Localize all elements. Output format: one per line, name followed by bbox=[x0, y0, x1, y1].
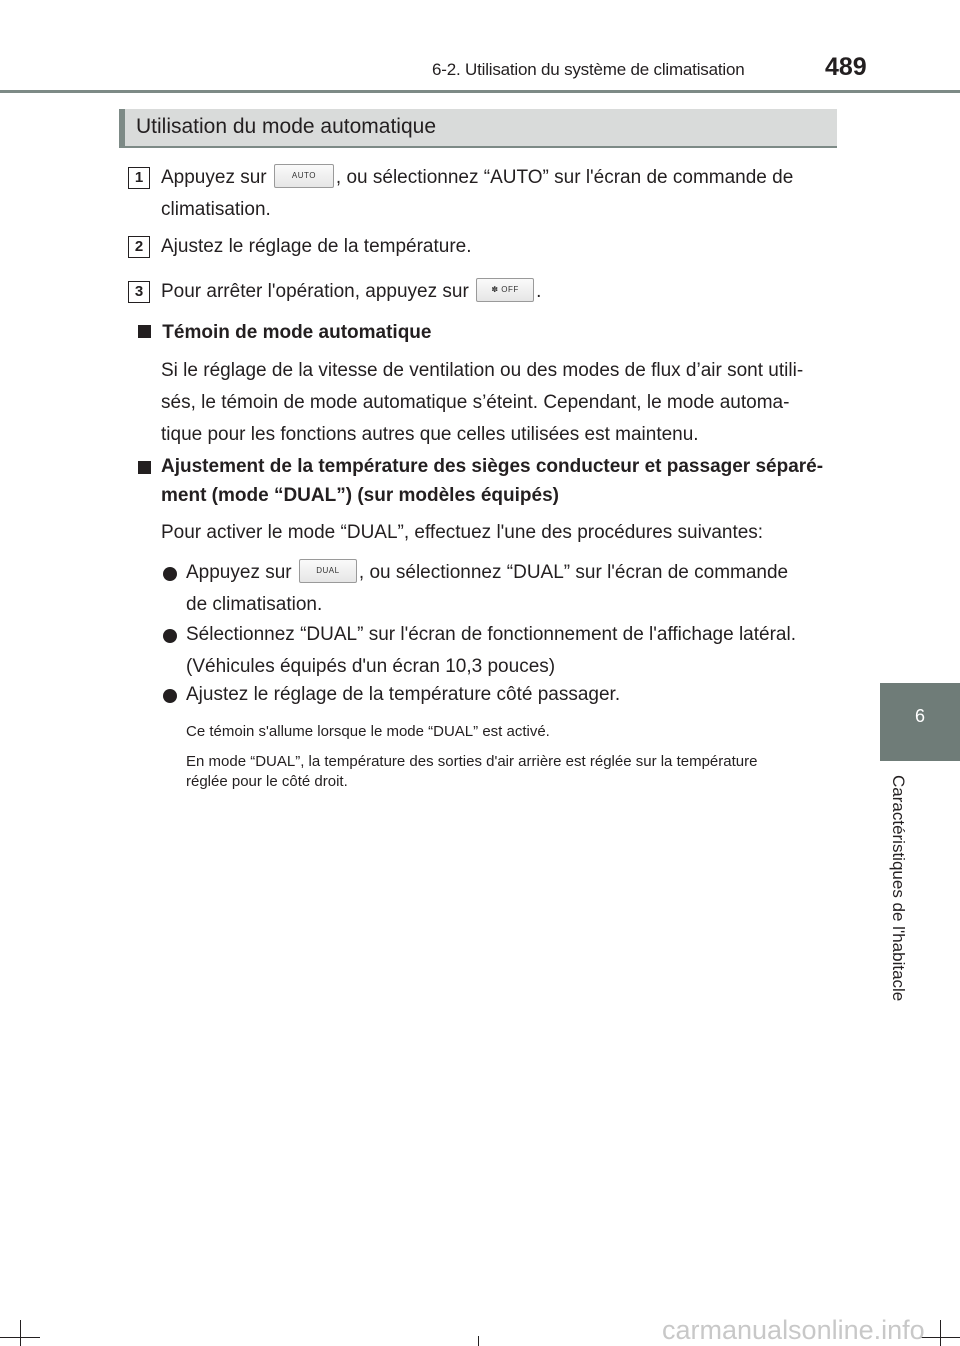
bullet-dot bbox=[163, 629, 177, 643]
square-bullet-icon bbox=[138, 461, 151, 474]
auto-indicator-heading-text: Témoin de mode automatique bbox=[162, 322, 432, 343]
dual-bullet-1-before: Appuyez sur bbox=[186, 562, 292, 583]
crop-mark bbox=[478, 1336, 479, 1346]
dual-bullet-2 bbox=[186, 619, 831, 683]
auto-indicator-line-3: tique pour les fonctions autres que celles utilisées est maintenu. bbox=[161, 424, 699, 445]
bullet-dot bbox=[163, 567, 177, 581]
step-number-2: 2 bbox=[128, 236, 150, 258]
step-1-text-line2: climatisation. bbox=[161, 199, 271, 220]
running-header: 6-2. Utilisation du système de climatisation bbox=[432, 60, 745, 79]
auto-indicator-line-2: sés, le témoin de mode automatique s’éteint. Cependant, le mode automa- bbox=[161, 392, 790, 413]
header-rule bbox=[0, 90, 960, 93]
dual-heading-line-2: ment (mode “DUAL”) (sur modèles équipés) bbox=[161, 485, 559, 506]
off-button-label: OFF bbox=[501, 284, 519, 294]
dual-heading bbox=[161, 452, 829, 510]
note-rear-temperature-line1: En mode “DUAL”, la température des sorties d'air arrière est réglée sur la température bbox=[186, 753, 758, 770]
section-title-underline bbox=[119, 146, 837, 148]
step-number-3: 3 bbox=[128, 281, 150, 303]
step-3-text-after: . bbox=[536, 281, 542, 302]
auto-indicator-line-1: Si le réglage de la vitesse de ventilation ou des modes de flux d’air sont utili- bbox=[161, 360, 804, 381]
crop-mark bbox=[940, 1320, 941, 1346]
step-3-text bbox=[161, 276, 541, 308]
step-1-text bbox=[161, 162, 831, 226]
auto-indicator-paragraph bbox=[161, 355, 829, 451]
page-number: 489 bbox=[825, 53, 867, 81]
off-button-icon bbox=[476, 278, 534, 302]
bullet-dot bbox=[163, 689, 177, 703]
auto-button-icon: AUTO bbox=[274, 164, 334, 188]
section-title-accent bbox=[119, 109, 125, 146]
dual-bullet-3: Ajustez le réglage de la température côté passager. bbox=[186, 684, 621, 705]
fan-icon: ✽ bbox=[491, 284, 499, 294]
note-rear-temperature bbox=[186, 752, 831, 792]
dual-bullet-2-line1: Sélectionnez “DUAL” sur l'écran de fonctionnement de l'affichage latéral. bbox=[186, 624, 796, 645]
dual-bullet-1 bbox=[186, 557, 831, 621]
dual-bullet-1-after: , ou sélectionnez “DUAL” sur l'écran de commande bbox=[358, 562, 789, 583]
watermark: carmanualsonline.info bbox=[662, 1315, 925, 1345]
dual-intro: Pour activer le mode “DUAL”, effectuez l'une des procédures suivantes: bbox=[161, 522, 764, 543]
step-1-text-before: Appuyez sur bbox=[161, 167, 267, 188]
dual-button-icon: DUAL bbox=[299, 559, 357, 583]
dual-bullet-2-line2: (Véhicules équipés d'un écran 10,3 pouces) bbox=[186, 656, 556, 677]
square-bullet-icon bbox=[138, 325, 151, 338]
step-number-1: 1 bbox=[128, 167, 150, 189]
section-title: Utilisation du mode automatique bbox=[136, 115, 437, 138]
note-dual-indicator: Ce témoin s'allume lorsque le mode “DUAL” est activé. bbox=[186, 723, 550, 740]
step-2-text: Ajustez le réglage de la température. bbox=[161, 236, 472, 257]
dual-heading-line-1: Ajustement de la température des sièges conducteur et passager séparé- bbox=[161, 456, 824, 477]
dual-bullet-1-line2: de climatisation. bbox=[186, 594, 323, 615]
auto-indicator-heading bbox=[138, 318, 431, 347]
chapter-number: 6 bbox=[914, 706, 925, 726]
step-3-text-before: Pour arrêter l'opération, appuyez sur bbox=[161, 281, 469, 302]
note-rear-temperature-line2: réglée pour le côté droit. bbox=[186, 773, 348, 790]
crop-mark bbox=[20, 1320, 21, 1346]
step-1-text-after: , ou sélectionnez “AUTO” sur l'écran de commande de bbox=[335, 167, 794, 188]
chapter-label: Caractéristiques de l'habitacle bbox=[889, 775, 908, 1002]
